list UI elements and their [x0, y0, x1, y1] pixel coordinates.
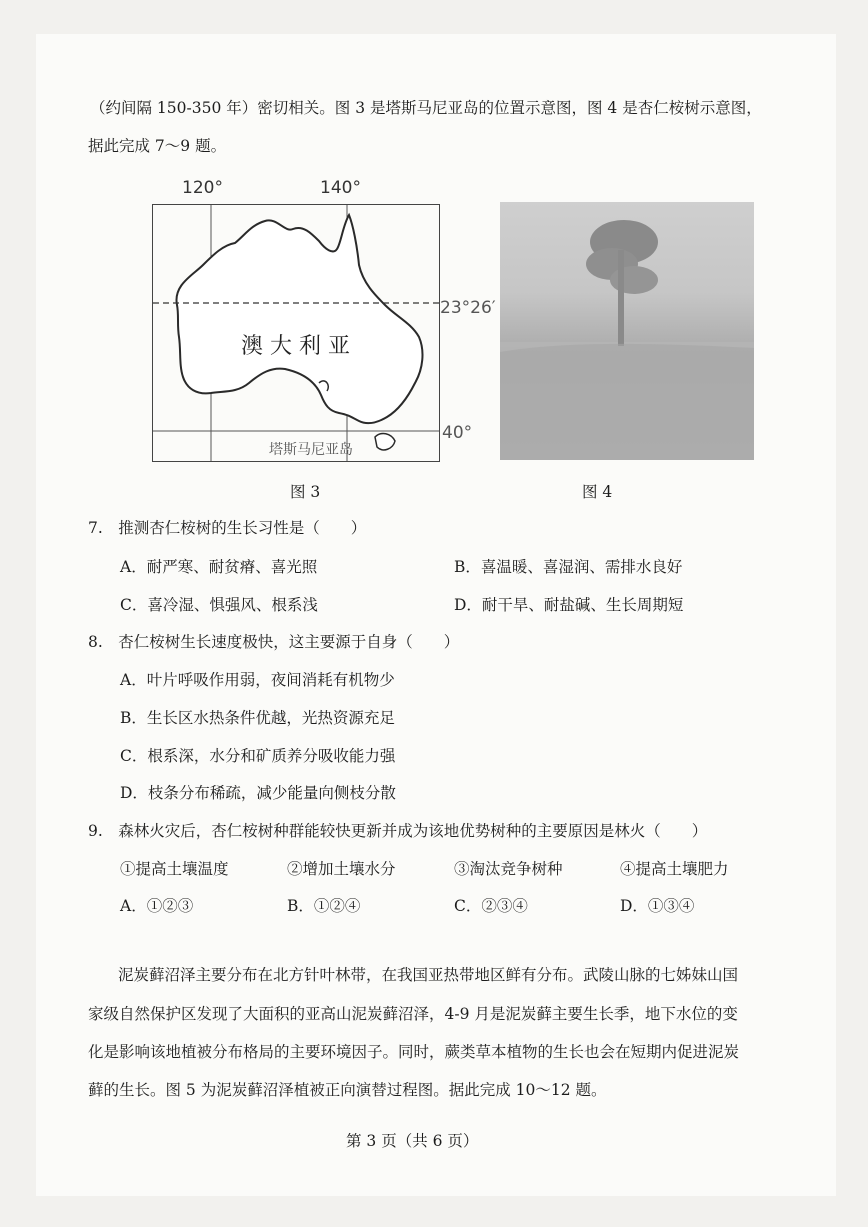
q9-item-1: ①提高土壤温度 — [120, 860, 229, 878]
figure-3-caption: 图 3 — [290, 483, 321, 501]
q9-item-3: ③淘汰竞争树种 — [454, 860, 563, 878]
q9-option-b: B．①②④ — [287, 897, 361, 915]
question-9-stem: 9. 森林火灾后，杏仁桉树种群能较快更新并成为该地优势树种的主要原因是林火（ ） — [88, 822, 708, 840]
figure-4-caption: 图 4 — [582, 483, 613, 501]
q8-option-d: D．枝条分布稀疏，减少能量向侧枝分散 — [120, 784, 396, 802]
australia-map — [152, 204, 440, 462]
lon-140-label: 140° — [320, 178, 361, 198]
passage-line-4: 藓的生长。图 5 为泥炭藓沼泽植被正向演替过程图。据此完成 10～12 题。 — [88, 1081, 607, 1099]
q9-option-a: A．①②③ — [120, 897, 194, 915]
q8-option-a: A．叶片呼吸作用弱，夜间消耗有机物少 — [120, 671, 395, 689]
q7-option-c: C．喜冷湿、惧强风、根系浅 — [120, 596, 318, 614]
tree-photo — [500, 202, 754, 460]
q7-option-b: B．喜温暖、喜湿润、需排水良好 — [454, 558, 683, 576]
country-label: 澳 大 利 亚 — [241, 334, 350, 359]
q9-item-2: ②增加土壤水分 — [287, 860, 396, 878]
lat-40-label: 40° — [442, 423, 473, 443]
q9-item-4: ④提高土壤肥力 — [620, 860, 729, 878]
q8-option-c: C．根系深，水分和矿质养分吸收能力强 — [120, 747, 396, 765]
question-8-stem: 8. 杏仁桉树生长速度极快，这主要源于自身（ ） — [88, 633, 460, 651]
passage-line-1: 泥炭藓沼泽主要分布在北方针叶林带，在我国亚热带地区鲜有分布。武陵山脉的七姊妹山国 — [118, 966, 739, 984]
intro-line-2: 据此完成 7～9 题。 — [88, 137, 227, 155]
q9-option-c: C．②③④ — [454, 897, 528, 915]
q7-option-d: D．耐干旱、耐盐碱、生长周期短 — [454, 596, 684, 614]
passage-line-2: 家级自然保护区发现了大面积的亚高山泥炭藓沼泽，4-9 月是泥炭藓主要生长季，地下水位的变 — [88, 1005, 738, 1023]
q8-option-b: B．生长区水热条件优越，光热资源充足 — [120, 709, 395, 727]
q9-option-d: D．①③④ — [620, 897, 695, 915]
island-label: 塔斯马尼亚岛 — [269, 442, 353, 458]
passage-line-3: 化是影响该地植被分布格局的主要环境因子。同时，蕨类草本植物的生长也会在短期内促进泥炭 — [88, 1043, 740, 1061]
q7-option-a: A．耐严寒、耐贫瘠、喜光照 — [120, 558, 318, 576]
lon-120-label: 120° — [182, 178, 223, 198]
question-7-stem: 7. 推测杏仁桉树的生长习性是（ ） — [88, 519, 367, 537]
intro-line-1: （约间隔 150-350 年）密切相关。图 3 是塔斯马尼亚岛的位置示意图，图 4 是杏仁桉树示意图， — [90, 99, 762, 117]
lat-tropic-label: 23°26′ — [440, 298, 496, 318]
tree-photo-drawing — [500, 202, 754, 460]
page-footer: 第 3 页（共 6 页） — [346, 1132, 479, 1150]
